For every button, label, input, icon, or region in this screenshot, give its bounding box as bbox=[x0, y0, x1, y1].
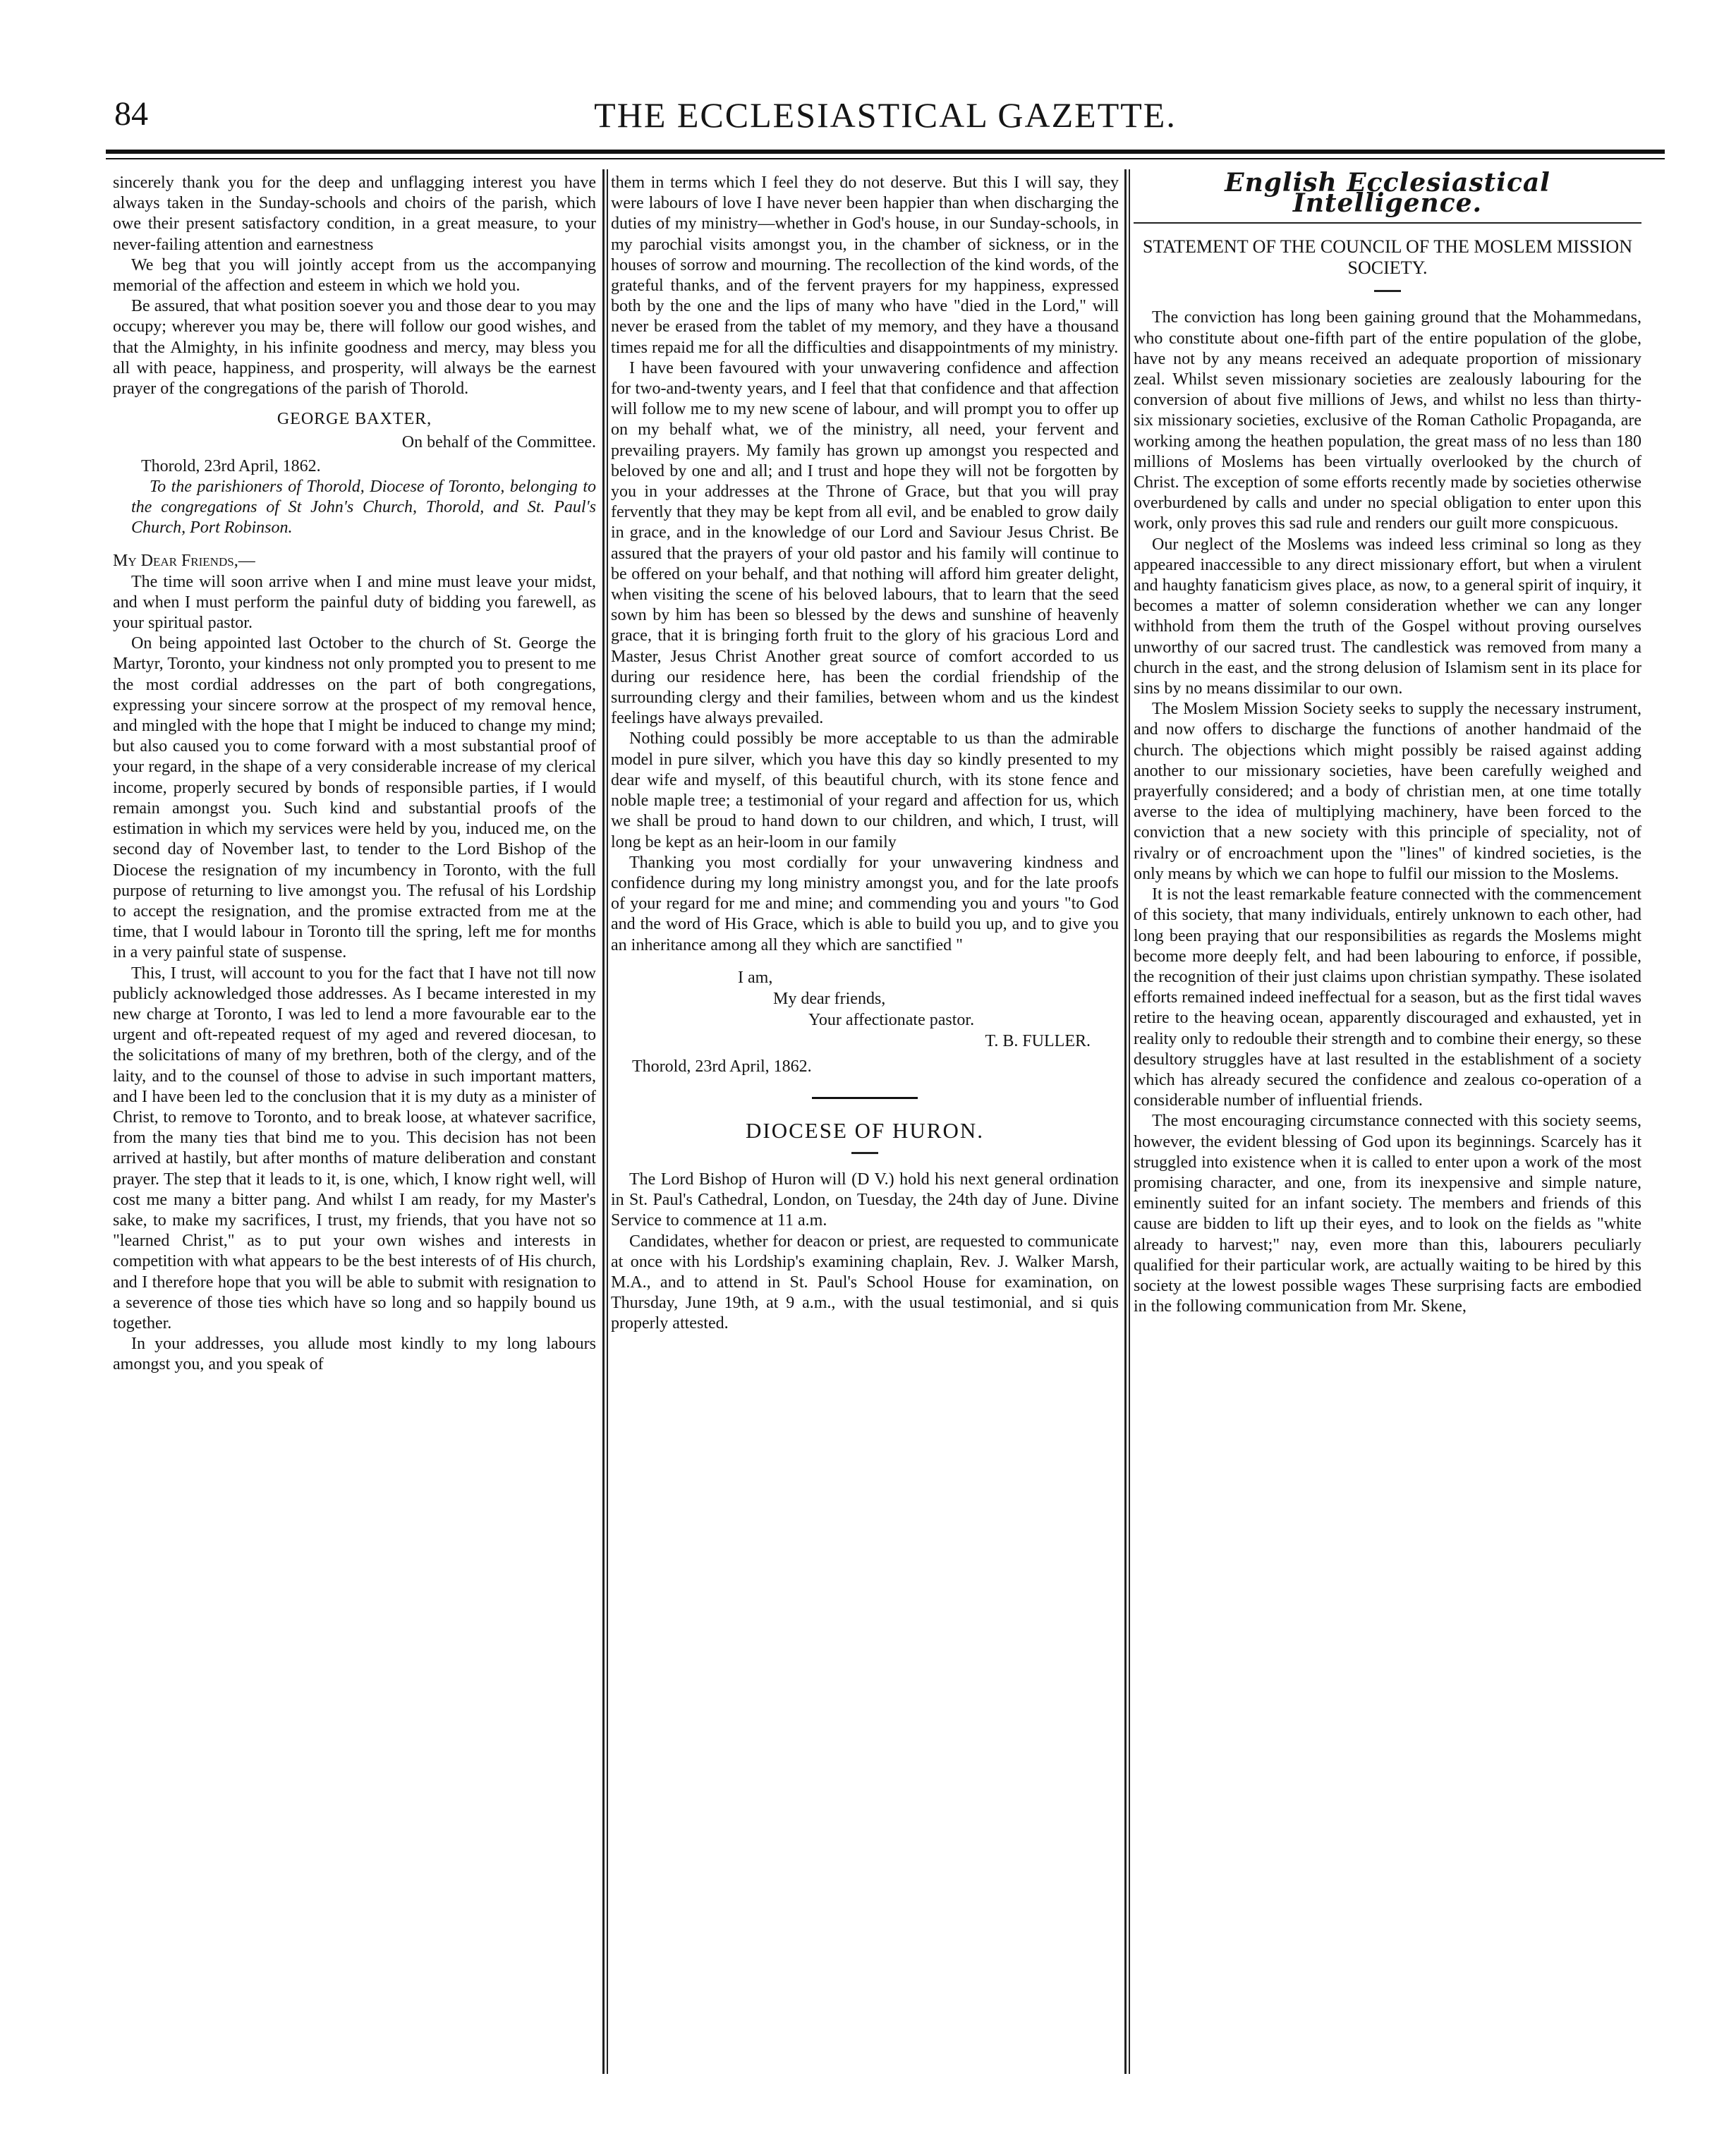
closing-line: I am, bbox=[738, 968, 773, 987]
paragraph: This, I trust, will account to you for the fact that I have not till now publicly acknowledged those addresses. As I became interested in my new charge at Toronto, I was led to lend a more favourable ear to the urgent and oft-repeated request of my aged and revered diocesan, to the solicitations of many of my brethren, both of the clergy, and of the laity, and to the counsel of those to advise in such important matters, and I have been led to the conclusion that it is my duty as a minister of Christ, to remove to Toronto, and to break loose, at whatever sacrifice, from the many ties that bind me to you. This decision has not been arrived at hastily, but after months of mature deliberation and constant prayer. The step that it leads to it, is one, which, I know right well, will cost me many a bitter pang. And whilst I am ready, for my Master's sake, to make my sacrifices, I trust, my friends, that you have not so "learned Christ," as to put your own wishes and interests in competition with what appears to be the best interests of of His church, and I therefore hope that you will be able to submit with resignation to a severence of those ties which have so long and so happily bound us together. bbox=[113, 964, 596, 1333]
header-rule bbox=[106, 150, 1665, 154]
closing-line: Your affectionate pastor. bbox=[808, 1010, 975, 1029]
paragraph: The conviction has long been gaining ground that the Mohammedans, who constitute about one-fifth part of the entire population of the globe, have not by any means received an adequate proportion of missionary zeal. Whilst seven missionary societies are zealously labouring for the conversion of about five millions of Jews, and whilst no less than thirty-six missionary societies, exclusive of the Roman Catholic Propaganda, are working among the heathen population, the great mass of no less than 180 millions of Moslems has been virtually overlooked by the church of Christ. The exception of some efforts recently made by societies otherwise overburdened by calls and under no special obligation to enter upon this work, only proves this sad rule and renders our guilt more conspicuous. bbox=[1134, 308, 1641, 533]
section-title: DIOCESE OF HURON. bbox=[746, 1117, 984, 1143]
paragraph: The Moslem Mission Society seeks to supply the necessary instrument, and now offers to discharge the functions of another handmaid of the church. The objections which might possibly be raised against adding another to our missionary societies, have been carefully weighed and prayerfully considered; and a body of christian men, at one time totally averse to the idea of multiplying machinery, have been forced to the conviction that a new society with this principle of speciality, not of rivalry or of encroachment upon the "lines" of kindred societies, is the only means by which we can hope to fulfil our mission to the Moslems. bbox=[1134, 700, 1641, 883]
paragraph: Candidates, whether for deacon or priest, are requested to communicate at once with his Lordship's examining chaplain, Rev. J. Walker Marsh, M.A., and to attend in St. Paul's School House for examination, on Thursday, June 19th, at 9 a.m., with the usual testimonial, and si quis properly attested. bbox=[611, 1232, 1119, 1333]
closing-line: My dear friends, bbox=[773, 989, 886, 1008]
page-number: 84 bbox=[114, 95, 148, 133]
paragraph: Thanking you most cordially for your unwavering kindness and confidence during my long ministry amongst you, and for the late proofs of your regard for me and mine; and commending you and yours "to God and the word of His Grace, which is able to build you up, and to give you an inheritance among all they which are sanctified " bbox=[611, 853, 1119, 954]
column-3 bbox=[1134, 168, 1641, 1317]
paragraph: sincerely thank you for the deep and unflagging interest you have always taken in the Sunday-schools and choirs of the parish, which owe their present satisfactory condition, in a great measure, to your never-failing attention and earnestness bbox=[113, 174, 596, 254]
paragraph: The most encouraging circumstance connected with this society seems, however, the evident blessing of God upon its beginnings. Scarcely has it struggled into existence when it is called to enter upon a work of the most promising character, and one, from its inexpensive and simple nature, eminently suited for an infant society. The members and friends of this cause are bidden to lift up their eyes, and to look on the fields as "white already to harvest;" nay, even more than this, labourers peculiarly qualified for their particular work, are actually waiting to be hired by this society at the lowest possible wages These surprising facts are embodied in the following communication from Mr. Skene, bbox=[1134, 1112, 1641, 1316]
masthead bbox=[106, 92, 1665, 145]
paragraph: Our neglect of the Moslems was indeed less criminal so long as they appeared inaccessible to any direct missionary effort, but when a virulent and haughty fanaticism gives place, as now, to a general spirit of inquiry, it becomes a matter of solemn consideration whether we can any longer withhold from them the truth of the Gospel without proving ourselves unworthy of our sacred trust. The candlestick was removed from many a church in the east, and the strong delusion of Islamism sent in its place for sins by no means dissimilar to our own. bbox=[1134, 535, 1641, 698]
column-2 bbox=[611, 173, 1119, 1335]
column-1 bbox=[113, 173, 596, 1376]
paragraph: In your addresses, you allude most kindly to my long labours amongst you, and you speak of bbox=[113, 1335, 596, 1374]
column-divider bbox=[602, 169, 605, 2074]
letter-closing bbox=[611, 967, 1119, 1077]
signature-name: GEORGE BAXTER, bbox=[277, 410, 432, 429]
letter-address: To the parishioners of Thorold, Diocese of Toronto, belonging to the congregations of St John's Church, Thorold, and St. Paul's Church, Port Robinson. bbox=[131, 477, 596, 538]
salutation: My Dear Friends,— bbox=[113, 552, 255, 571]
paragraph: It is not the least remarkable feature connected with the commencement of this society, that many individuals, entirely unknown to each other, had long been praying that our responsibilities as regards the Moslems might become more deeply felt, and had been labouring to enforce, if possible, the recognition of their just claims upon christian sympathy. These isolated efforts remained indeed ineffectual for a season, but as the first tidal waves retire to the heaving ocean, apparently discouraged and exhausted, yet in reality only to redouble their strength and to combine their energy, so these desultory struggles have at last resulted in the establishment of a society which has already secured the confidence and zealous co-operation of a considerable number of influential friends. bbox=[1134, 885, 1641, 1110]
paragraph: Be assured, that what position soever you and those dear to you may occupy; wherever you may be, there will follow our good wishes, and that the Almighty, in his infinite goodness and mercy, may bless you all with peace, happiness, and prosperity, will always be the earnest prayer of the congregations of the parish of Thorold. bbox=[113, 297, 596, 399]
article-title: STATEMENT OF THE COUNCIL OF THE MOSLEM MISSION SOCIETY. bbox=[1143, 236, 1632, 279]
paragraph: The Lord Bishop of Huron will (D V.) hold his next general ordination in St. Paul's Cathedral, London, on Tuesday, the 24th day of June. Divine Service to commence at 11 a.m. bbox=[611, 1170, 1119, 1230]
publication-title: THE ECCLESIASTICAL GAZETTE. bbox=[594, 95, 1177, 135]
column-divider bbox=[1129, 169, 1130, 2074]
title-dash bbox=[851, 1152, 878, 1154]
title-dash bbox=[1374, 290, 1401, 292]
signature-name: T. B. FULLER. bbox=[985, 1031, 1091, 1050]
paragraph: I have been favoured with your unwavering confidence and affection for two-and-twenty years, and I feel that that confidence and that affection will follow me to my new scene of labour, and will prompt you to offer up on my behalf what, we of the ministry, all need, your fervent and prevailing prayers. My family has grown up amongst you respected and beloved by one and all; and I trust and hope they will not be forgotten by you in your addresses at the Throne of Grace, but that you will pray fervently that they may be kept from all evil, and be enabled to grow daily in grace, and in the knowledge of our Lord and Saviour Jesus Christ. Be assured that the prayers of your old pastor and his family will continue to be offered on your behalf, and that nothing will afford him greater delight, when visiting the scene of his beloved labours, that to learn that the seed sown by him has been so blessed by the dews and sunshine of heavenly grace, that it is bringing forth fruit to the glory of his gracious Lord and Master, Jesus Christ Another great source of comfort accorded to us during our residence here, has been the cordial friendship of the surrounding clergy and their families, between whom and us the kindest feelings have always prevailed. bbox=[611, 358, 1119, 728]
paragraph: them in terms which I feel they do not deserve. But this I will say, they were labours of love I have never been happier than when discharging the duties of my ministry—whether in God's house, in our Sunday-schools, in my parochial visits amongst you, in the chamber of sickness, or in the houses of sorrow and mourning. The recollection of the kind words, of the grateful thanks, and of the fervent prayers for my happiness, expressed both by the one and the lips of many who have "died in the Lord," will never be erased from the tablet of my memory, and they have a thousand times repaid me for all the difficulties and disappointments of my ministry. bbox=[611, 174, 1119, 357]
signature-role: On behalf of the Committee. bbox=[401, 433, 596, 452]
section-title: English Ecclesiastical Intelligence. bbox=[1225, 168, 1550, 219]
page-header bbox=[106, 92, 1665, 145]
column-divider bbox=[607, 169, 608, 2074]
section-rule bbox=[1134, 222, 1641, 224]
dateline: Thorold, 23rd April, 1862. bbox=[632, 1057, 812, 1076]
header-rule-thin bbox=[106, 158, 1665, 159]
paragraph: Nothing could possibly be more acceptable to us than the admirable model in pure silver, which you have this day so kindly presented to my dear wife and myself, of this beautiful church, with its stone fence and noble maple tree; a testimonial of your regard and affection for us, which we shall be proud to hand down to our children, and which, I trust, will long be kept as an heir-loom in our family bbox=[611, 729, 1119, 851]
dateline: Thorold, 23rd April, 1862. bbox=[141, 456, 321, 475]
paragraph: The time will soon arrive when I and mine must leave your midst, and when I must perform the painful duty of bidding you farewell, as your spiritual pastor. bbox=[113, 572, 596, 633]
section-rule bbox=[812, 1097, 918, 1099]
paragraph: On being appointed last October to the church of St. George the Martyr, Toronto, your kindness not only prompted you to present to me the most cordial addresses on the part of both congregations, expressing your sincere sorrow at the prospect of my removal hence, and mingled with the hope that I might be induced to change my mind; but also caused you to come forward with a most substantial proof of your regard, in the shape of a very considerable increase of my clerical income, properly secured by bonds of responsible parties, if I would remain amongst you. Such kind and substantial proofs of the estimation in which my services were held by you, induced me, on the second day of November last, to tender to the Lord Bishop of the Diocese the resignation of my incumbency in Toronto, with the full purpose of returning to live amongst you. The refusal of his Lordship to accept the resignation, and the promise extracted from me at the time, that I would labour in Toronto till the spring, left me for months in a very painful state of suspense. bbox=[113, 634, 596, 962]
column-divider bbox=[1124, 169, 1127, 2074]
paragraph: We beg that you will jointly accept from us the accompanying memorial of the affection and esteem in which we hold you. bbox=[113, 255, 596, 296]
